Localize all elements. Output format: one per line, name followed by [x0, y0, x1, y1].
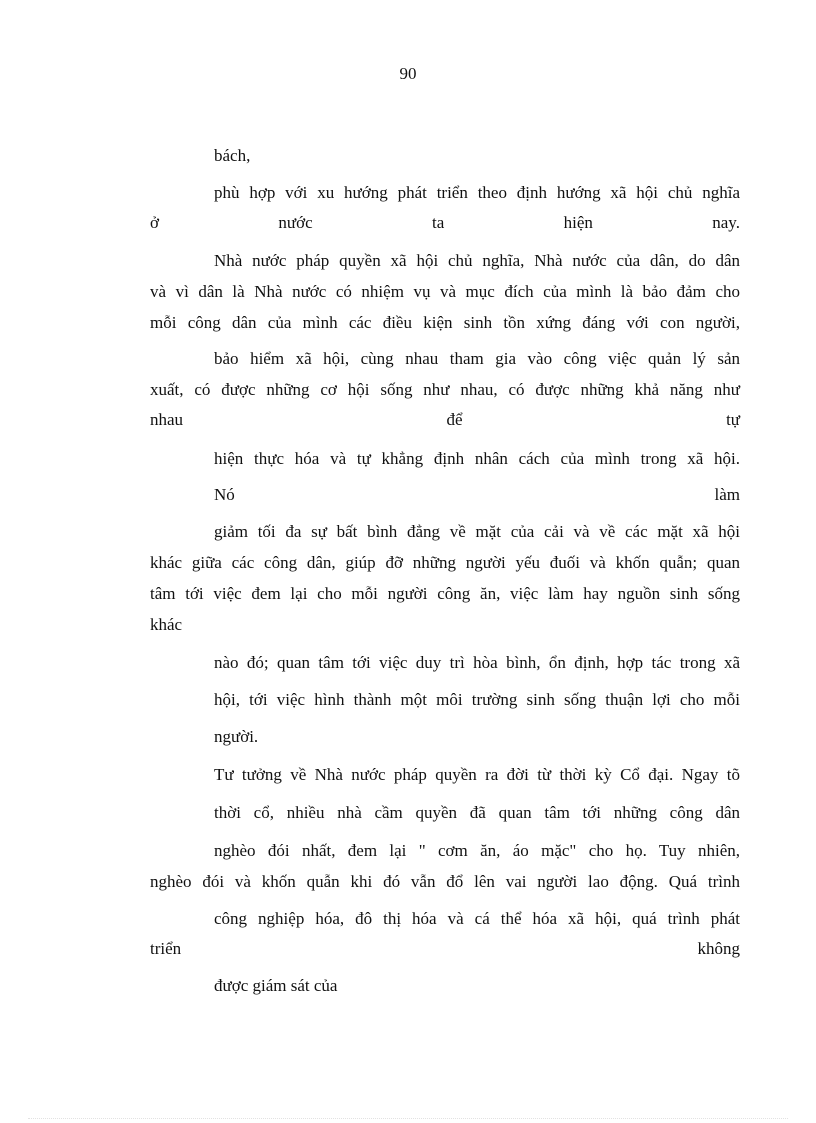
text-line: được giám sát của [214, 976, 338, 995]
text-line: khác giữa các công dân, giúp đỡ những người yếu đuối và khốn quẫn; quan [150, 553, 740, 572]
text-line: Tư tưởng về Nhà nước pháp quyền ra đời từ thời kỳ Cổ đại. Ngay tõ [214, 765, 740, 784]
text-line: bảo hiểm xã hội, cùng nhau tham gia vào công việc quản lý sản [214, 349, 740, 368]
word: nay. [712, 213, 740, 232]
text-line: và vì dân là Nhà nước có nhiệm vụ và mục đích của mình là bảo đảm cho [150, 282, 740, 301]
text-line: công nghiệp hóa, đô thị hóa và cá thể hóa xã hội, quá trình phát [214, 909, 740, 928]
text-line: thời cổ, nhiều nhà cầm quyền đã quan tâm tới những công dân [214, 803, 740, 822]
word: triển [150, 939, 182, 958]
text-line: giảm tối đa sự bất bình đẳng về mặt của cải và về các mặt xã hội [214, 522, 740, 541]
word: ta [431, 213, 445, 232]
text-line: hội, tới việc hình thành một môi trường sinh sống thuận lợi cho mỗi [214, 690, 740, 709]
word: hiện [563, 213, 593, 232]
text-line [214, 484, 740, 506]
footer-rule [28, 1118, 788, 1119]
text-line: nào đó; quan tâm tới việc duy trì hòa bình, ổn định, hợp tác trong xã [214, 653, 740, 672]
text-line [150, 409, 740, 431]
text-line [150, 212, 740, 234]
word: nhau [150, 410, 184, 429]
text-line: tâm tới việc đem lại cho mỗi người công ăn, việc làm hay nguồn sinh sống [150, 584, 740, 603]
word: không [697, 939, 740, 958]
text-line: mỗi công dân của mình các điều kiện sinh tồn xứng đáng với con người, [150, 313, 740, 332]
text-line: Nhà nước pháp quyền xã hội chủ nghĩa, Nhà nước của dân, do dân [214, 251, 740, 270]
word: để [446, 410, 463, 429]
word: Nó [214, 485, 235, 504]
word: ở [150, 213, 159, 232]
word: làm [714, 485, 740, 504]
page-number: 90 [399, 64, 417, 83]
text-line: bách, [214, 146, 251, 165]
text-line: nghèo đói nhất, đem lại " cơm ăn, áo mặc" cho họ. Tuy nhiên, [214, 841, 740, 860]
word: nước [278, 213, 313, 232]
text-line: người. [214, 727, 259, 746]
text-line: hiện thực hóa và tự khẳng định nhân cách của mình trong xã hội. [214, 449, 740, 468]
word: tự [726, 410, 740, 429]
text-line: khác [150, 615, 183, 634]
text-line: xuất, có được những cơ hội sống như nhau, có được những khả năng như [150, 380, 740, 399]
text-line: nghèo đói và khốn quẫn khi đó vẫn đổ lên vai người lao động. Quá trình [150, 872, 740, 891]
text-line [150, 938, 740, 960]
text-line: phù hợp với xu hướng phát triển theo định hướng xã hội chủ nghĩa [214, 183, 740, 202]
